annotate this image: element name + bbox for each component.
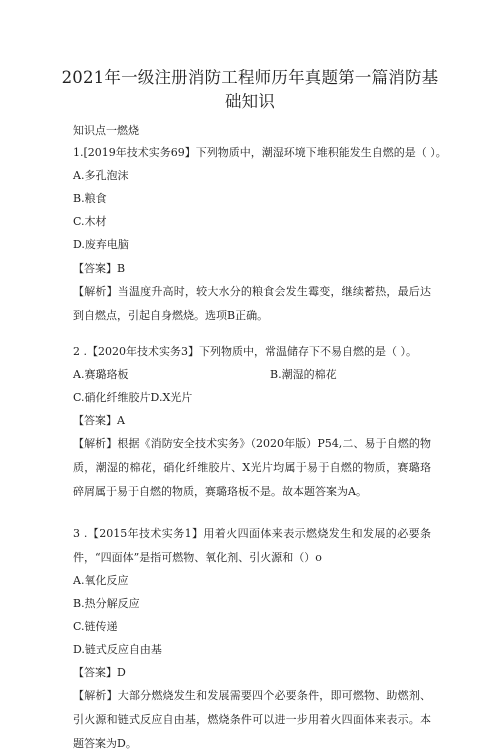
section-heading: 知识点一燃烧 (73, 124, 139, 137)
question-2-analysis: 【解析】根据《消防安全技术实务》（2020年版）P54,二、易于自燃的物质，潮湿的棉花，硝化纤维胶片、X光片均属于易于自燃的物质，赛璐珞碎屑属于易于自燃的物质，赛璐珞板不是。故本题答案为A。 (73, 437, 431, 498)
question-2-option-cd: C.硝化纤维胶片D.X光片 (73, 391, 193, 404)
question-1-text: 1.[2019年技术实务69】下列物质中，潮湿环境下堆积能发生自燃的是（ ）。 (73, 146, 447, 159)
question-1-option-a: A.多孔泡沫 (73, 169, 129, 182)
question-2-text: 2 .【2020年技术实务3】下列物质中，常温储存下不易自燃的是（ ）。 (73, 345, 417, 358)
question-3-analysis: 【解析】大部分燃烧发生和发展需要四个必要条件，即可燃物、助燃剂、引火源和链式反应自由基，燃烧条件可以进一步用着火四面体来表示。本题答案为D。 (73, 689, 431, 750)
question-3-text: 3 .【2015年技术实务1】用着火四面体来表示燃烧发生和发展的必要条件，“四面体”是指可燃物、氧化剂、引火源和（）o (73, 527, 431, 564)
question-3-option-a: A.氧化反应 (73, 574, 129, 587)
question-2-option-b: B.潮湿的棉花 (270, 368, 337, 381)
question-1-analysis: 【解析】当温度升高时，较大水分的粮食会发生霉变，继续蓄热，最后达到自燃点，引起自身燃烧。选项B正确。 (73, 285, 431, 322)
question-1-answer: 【答案】B (73, 262, 126, 275)
question-3-option-d: D.链式反应自由基 (73, 643, 162, 656)
question-1-option-d: D.废弃电脑 (73, 238, 129, 251)
question-2-option-a: A.赛璐珞板 (73, 368, 129, 381)
question-1-option-b: B.粮食 (73, 192, 107, 205)
question-3-option-b: B.热分解反应 (73, 597, 140, 610)
question-1-option-c: C.木材 (73, 215, 107, 228)
question-3-option-c: C.链传递 (73, 620, 118, 633)
question-2-options-ab (73, 368, 443, 382)
question-2-answer: 【答案】A (73, 414, 125, 427)
question-3-answer: 【答案】D (73, 666, 126, 679)
document-title: 2021年一级注册消防工程师历年真题第一篇消防基础知识 (61, 68, 439, 111)
